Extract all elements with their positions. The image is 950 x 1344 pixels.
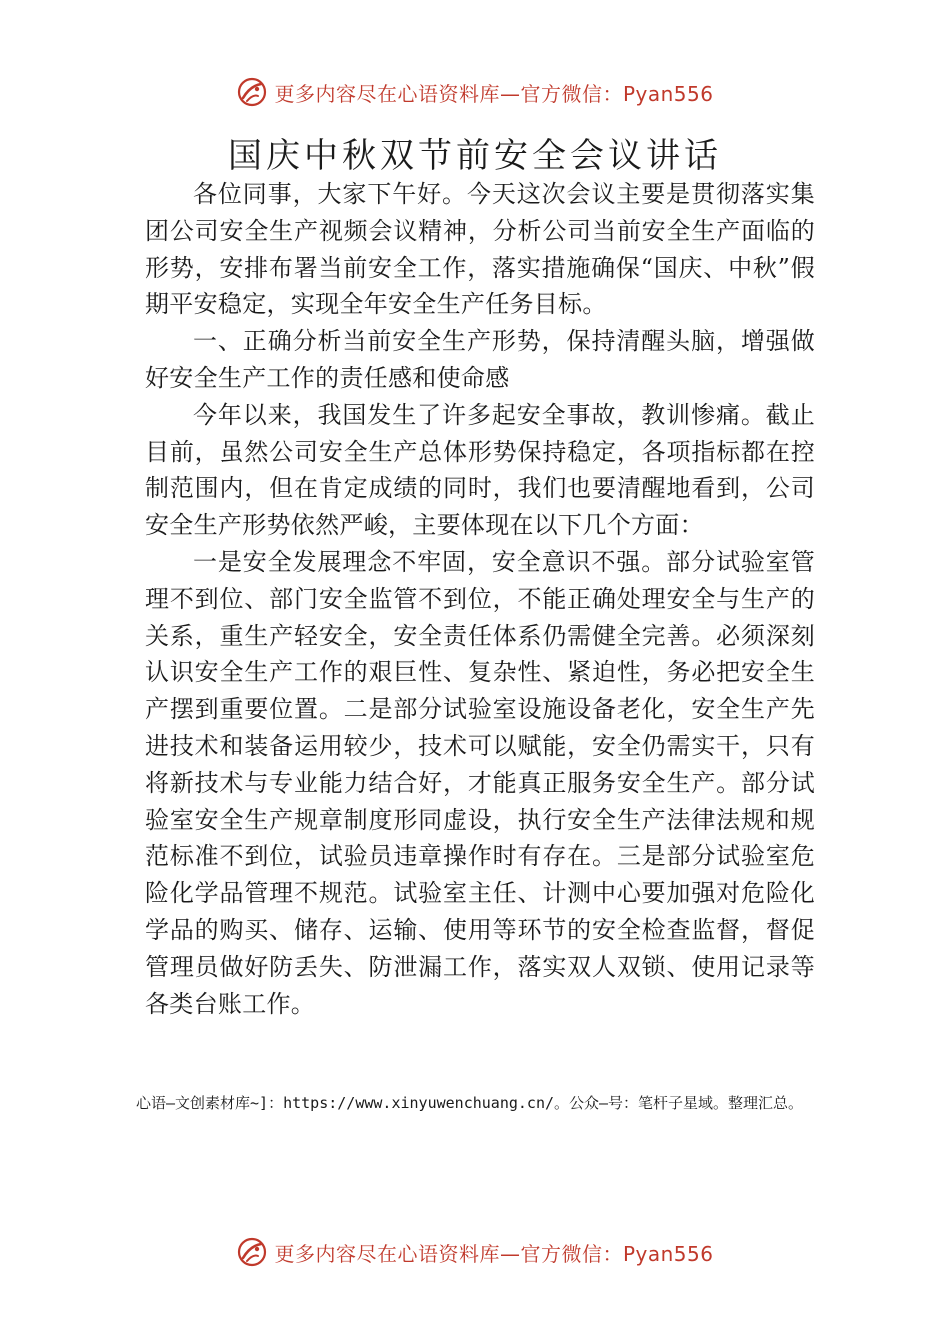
paragraph-greeting: 各位同事，大家下午好。今天这次会议主要是贯彻落实集团公司安全生产视频会议精神，分析公司当前安全生产面临的形势，安排布署当前安全工作，落实措施确保“国庆、中秋”假期平安稳定，实现全年安全生产任务目标。 (145, 180, 815, 319)
header-banner (0, 72, 950, 112)
brush-logo-icon (236, 1236, 268, 1268)
header-banner-text: 更多内容尽在心语资料库—官方微信：Pyan556 (274, 81, 714, 106)
brush-logo-icon (236, 76, 268, 108)
footer-banner-text: 更多内容尽在心语资料库—官方微信：Pyan556 (274, 1241, 714, 1266)
document-body (145, 176, 815, 1022)
footer-banner (0, 1232, 950, 1272)
paragraph-issues: 一是安全发展理念不牢固，安全意识不强。部分试验室管理不到位、部门安全监管不到位，不能正确处理安全与生产的关系，重生产轻安全，安全责任体系仍需健全完善。必须深刻认识安全生产工作的艰巨性、复杂性、紧迫性，务必把安全生产摆到重要位置。二是部分试验室设施设备老化，安全生产先进技术和装备运用较少，技术可以赋能，安全仍需实干，只有将新技术与专业能力结合好，才能真正服务安全生产。部分试验室安全生产规章制度形同虚设，执行安全生产法律法规和规范标准不到位，试验员违章操作时有存在。三是部分试验室危险化学品管理不规范。试验室主任、计测中心要加强对危险化学品的购买、储存、运输、使用等环节的安全检查监督，督促管理员做好防丢失、防泄漏工作，落实双人双锁、使用记录等各类台账工作。 (145, 547, 815, 1018)
source-footnote: 心语—文创素材库~]：https://www.xinyuwenchuang.cn/。公众—号：笔杆子星域。整理汇总。 (136, 1094, 804, 1112)
paragraph-situation: 今年以来，我国发生了许多起安全事故，教训惨痛。截止目前，虽然公司安全生产总体形势保持稳定，各项指标都在控制范围内，但在肯定成绩的同时，我们也要清醒地看到，公司安全生产形势依然严峻，主要体现在以下几个方面： (145, 400, 815, 540)
paragraph-section-heading: 一、正确分析当前安全生产形势，保持清醒头脑，增强做好安全生产工作的责任感和使命感 (145, 327, 815, 392)
document-title: 国庆中秋双节前安全会议讲话 (228, 136, 722, 176)
